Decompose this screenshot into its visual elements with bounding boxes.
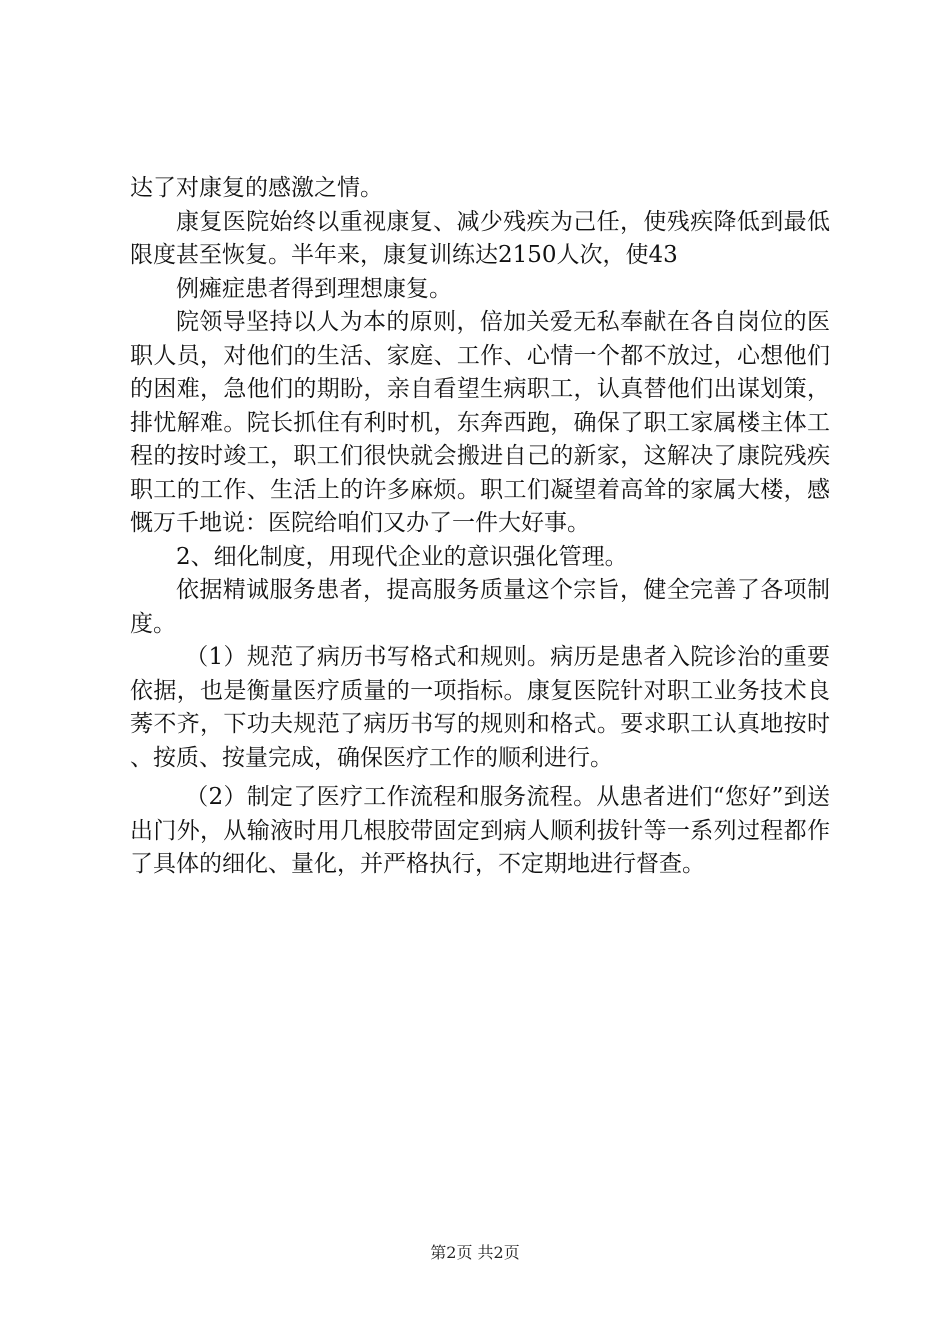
paragraph-rehab-mission: 康复医院始终以重视康复、减少残疾为己任，使残疾降低到最低限度甚至恢复。半年来，康复训练达2150人次，使43 <box>130 208 830 268</box>
paragraph-continuation: 达了对康复的感激之情。 <box>130 175 383 201</box>
document-body <box>130 172 830 882</box>
page-footer: 第2页 共2页 <box>430 1243 520 1262</box>
paragraph-item-1: （1）规范了病历书写格式和规则。病历是患者入院诊治的重要依据，也是衡量医疗质量的一项指标。康复医院针对职工业务技术良莠不齐，下功夫规范了病历书写的规则和格式。要求职工认真地按时、按质、按量完成，确保医疗工作的顺利进行。 <box>130 644 830 771</box>
paragraph-item-2: （2）制定了医疗工作流程和服务流程。从患者进们“您好”到送出门外，从输液时用几根胶带固定到病人顺利拔针等一系列过程都作了具体的细化、量化，并严格执行，不定期地进行督查。 <box>130 784 830 877</box>
paragraph-system-intro: 依据精诚服务患者，提高服务质量这个宗旨，健全完善了各项制度。 <box>130 577 830 637</box>
paragraph-leadership-care: 院领导坚持以人为本的原则，倍加关爱无私奉献在各自岗位的医职人员，对他们的生活、家庭、工作、心情一个都不放过，心想他们的困难，急他们的期盼，亲自看望生病职工，认真替他们出谋划策，排忧解难。院长抓住有利时机，东奔西跑，确保了职工家属楼主体工程的按时竣工，职工们很快就会搬进自己的新家，这解决了康院残疾职工的工作、生活上的许多麻烦。职工们凝望着高耸的家属大楼，感慨万千地说：医院给咱们又办了一件大好事。 <box>130 309 830 536</box>
paragraph-rehab-result: 例瘫症患者得到理想康复。 <box>176 275 452 302</box>
paragraph-section-heading: 2、细化制度，用现代企业的意识强化管理。 <box>176 543 628 570</box>
